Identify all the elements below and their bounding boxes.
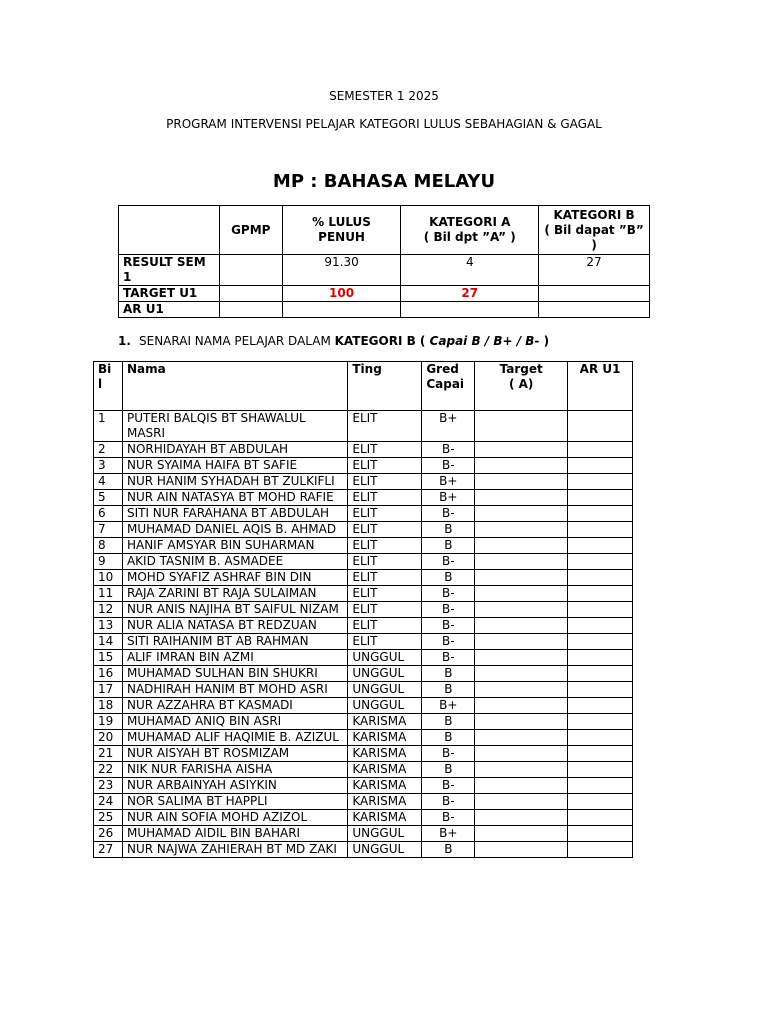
table-row <box>94 826 633 842</box>
cell-nama: SITI NUR FARAHANA BT ABDULAH <box>122 506 347 522</box>
cell-target <box>475 842 568 858</box>
cell-bil: 7 <box>94 522 123 538</box>
kategori-a-title: KATEGORI A <box>429 215 511 229</box>
cell-target <box>475 634 568 650</box>
summary-row-label: RESULT SEM 1 <box>119 255 220 286</box>
cell-nama: ALIF IMRAN BIN AZMI <box>122 650 347 666</box>
section-text-bold: KATEGORI B <box>334 334 416 348</box>
cell-ar <box>568 698 633 714</box>
summary-cell-lulus <box>282 302 401 318</box>
cell-target <box>475 826 568 842</box>
cell-nama: MUHAMAD SULHAN BIN SHUKRI <box>122 666 347 682</box>
cell-ting: ELIT <box>348 634 422 650</box>
section-text-italic: Capai B / B+ / B- <box>429 334 540 348</box>
cell-gred: B <box>422 730 475 746</box>
cell-nama: NIK NUR FARISHA AISHA <box>122 762 347 778</box>
cell-ting: ELIT <box>348 411 422 442</box>
cell-gred: B- <box>422 794 475 810</box>
cell-gred: B- <box>422 442 475 458</box>
cell-ting: UNGGUL <box>348 682 422 698</box>
summary-header-gpmp: GPMP <box>219 206 282 255</box>
cell-nama: NUR ALIA NATASA BT REDZUAN <box>122 618 347 634</box>
cell-ar <box>568 570 633 586</box>
cell-nama: AKID TASNIM B. ASMADEE <box>122 554 347 570</box>
cell-target <box>475 730 568 746</box>
cell-gred: B- <box>422 746 475 762</box>
section-paren-close: ) <box>539 334 550 348</box>
cell-ar <box>568 634 633 650</box>
semester-heading: SEMESTER 1 2025 <box>329 89 439 103</box>
section-heading <box>118 334 549 348</box>
cell-target <box>475 810 568 826</box>
cell-target <box>475 602 568 618</box>
cell-ar <box>568 474 633 490</box>
cell-bil: 2 <box>94 442 123 458</box>
cell-ar <box>568 778 633 794</box>
summary-header-empty <box>119 206 220 255</box>
cell-gred: B <box>422 570 475 586</box>
table-row <box>94 634 633 650</box>
summary-cell-kategori-a <box>401 302 539 318</box>
cell-target <box>475 618 568 634</box>
cell-ting: ELIT <box>348 586 422 602</box>
cell-bil: 21 <box>94 746 123 762</box>
cell-bil: 12 <box>94 602 123 618</box>
cell-ting: ELIT <box>348 522 422 538</box>
cell-bil: 5 <box>94 490 123 506</box>
cell-ting: ELIT <box>348 602 422 618</box>
cell-nama: NUR SYAIMA HAIFA BT SAFIE <box>122 458 347 474</box>
table-row <box>94 474 633 490</box>
cell-bil: 17 <box>94 682 123 698</box>
cell-gred: B <box>422 842 475 858</box>
cell-ar <box>568 506 633 522</box>
cell-gred: B- <box>422 506 475 522</box>
cell-ar <box>568 762 633 778</box>
cell-ting: ELIT <box>348 506 422 522</box>
cell-ar <box>568 826 633 842</box>
cell-nama: SITI RAIHANIM BT AB RAHMAN <box>122 634 347 650</box>
cell-ar <box>568 842 633 858</box>
cell-bil: 15 <box>94 650 123 666</box>
cell-ar <box>568 714 633 730</box>
cell-target <box>475 650 568 666</box>
cell-ar <box>568 411 633 442</box>
cell-gred: B- <box>422 810 475 826</box>
cell-nama: PUTERI BALQIS BT SHAWALUL MASRI <box>122 411 347 442</box>
cell-target <box>475 682 568 698</box>
cell-nama: MUHAMAD ALIF HAQIMIE B. AZIZUL <box>122 730 347 746</box>
cell-ting: ELIT <box>348 490 422 506</box>
table-row <box>94 570 633 586</box>
table-row <box>94 778 633 794</box>
summary-cell-kategori-a: 4 <box>401 255 539 286</box>
summary-cell-gpmp <box>219 286 282 302</box>
cell-bil: 14 <box>94 634 123 650</box>
students-table <box>93 361 633 858</box>
cell-ar <box>568 618 633 634</box>
table-row <box>94 618 633 634</box>
cell-ar <box>568 490 633 506</box>
cell-gred: B- <box>422 650 475 666</box>
cell-bil: 9 <box>94 554 123 570</box>
cell-gred: B- <box>422 458 475 474</box>
kategori-b-subtitle: ( Bil dapat ”B” ) <box>544 222 644 252</box>
table-row <box>94 698 633 714</box>
cell-ar <box>568 602 633 618</box>
cell-ting: ELIT <box>348 442 422 458</box>
students-header-row <box>94 362 633 411</box>
header-bil-line1: Bi <box>98 362 112 376</box>
table-row <box>94 458 633 474</box>
section-number: 1. <box>118 334 131 348</box>
cell-bil: 13 <box>94 618 123 634</box>
cell-ting: UNGGUL <box>348 666 422 682</box>
cell-nama: NUR AZZAHRA BT KASMADI <box>122 698 347 714</box>
cell-target <box>475 698 568 714</box>
cell-target <box>475 554 568 570</box>
header-gred <box>422 362 475 411</box>
cell-bil: 16 <box>94 666 123 682</box>
cell-bil: 24 <box>94 794 123 810</box>
cell-target <box>475 538 568 554</box>
cell-target <box>475 474 568 490</box>
summary-row-label: AR U1 <box>119 302 220 318</box>
cell-target <box>475 442 568 458</box>
cell-bil: 11 <box>94 586 123 602</box>
table-row <box>94 714 633 730</box>
kategori-b-title: KATEGORI B <box>553 207 635 222</box>
cell-target <box>475 746 568 762</box>
cell-bil: 8 <box>94 538 123 554</box>
students-body <box>94 411 633 858</box>
cell-nama: NUR AISYAH BT ROSMIZAM <box>122 746 347 762</box>
header-gred-line2: Capai <box>426 377 465 391</box>
summary-cell-lulus: 100 <box>282 286 401 302</box>
cell-gred: B- <box>422 618 475 634</box>
cell-target <box>475 506 568 522</box>
cell-bil: 25 <box>94 810 123 826</box>
header-ar: AR U1 <box>568 362 633 411</box>
program-heading: PROGRAM INTERVENSI PELAJAR KATEGORI LULUS SEBAHAGIAN & GAGAL <box>166 117 602 131</box>
cell-nama: RAJA ZARINI BT RAJA SULAIMAN <box>122 586 347 602</box>
cell-gred: B+ <box>422 411 475 442</box>
cell-target <box>475 762 568 778</box>
cell-bil: 27 <box>94 842 123 858</box>
table-row <box>94 602 633 618</box>
cell-ting: UNGGUL <box>348 650 422 666</box>
cell-nama: NUR ARBAINYAH ASIYKIN <box>122 778 347 794</box>
cell-nama: NUR NAJWA ZAHIERAH BT MD ZAKI <box>122 842 347 858</box>
cell-gred: B- <box>422 602 475 618</box>
table-row <box>94 442 633 458</box>
summary-cell-gpmp <box>219 302 282 318</box>
cell-gred: B <box>422 714 475 730</box>
cell-ar <box>568 666 633 682</box>
cell-ting: KARISMA <box>348 794 422 810</box>
cell-nama: HANIF AMSYAR BIN SUHARMAN <box>122 538 347 554</box>
summary-header-kategori-b <box>539 206 650 255</box>
cell-nama: MUHAMAD AIDIL BIN BAHARI <box>122 826 347 842</box>
table-row <box>94 666 633 682</box>
cell-target <box>475 778 568 794</box>
cell-gred: B <box>422 538 475 554</box>
table-row <box>94 586 633 602</box>
cell-bil: 1 <box>94 411 123 442</box>
summary-header-kategori-a <box>401 206 539 255</box>
cell-gred: B+ <box>422 698 475 714</box>
cell-nama: NUR AIN NATASYA BT MOHD RAFIE <box>122 490 347 506</box>
table-row <box>94 650 633 666</box>
header-bil-line2: l <box>98 377 103 391</box>
cell-nama: NORHIDAYAH BT ABDULAH <box>122 442 347 458</box>
summary-row-result <box>119 255 650 286</box>
cell-gred: B+ <box>422 474 475 490</box>
summary-cell-lulus: 91.30 <box>282 255 401 286</box>
cell-bil: 26 <box>94 826 123 842</box>
cell-ar <box>568 730 633 746</box>
cell-gred: B- <box>422 586 475 602</box>
cell-ting: ELIT <box>348 618 422 634</box>
cell-target <box>475 458 568 474</box>
summary-cell-gpmp <box>219 255 282 286</box>
table-row <box>94 762 633 778</box>
header-ting: Ting <box>348 362 422 411</box>
cell-target <box>475 411 568 442</box>
cell-ting: ELIT <box>348 458 422 474</box>
cell-ar <box>568 650 633 666</box>
table-row <box>94 730 633 746</box>
cell-ting: KARISMA <box>348 746 422 762</box>
table-row <box>94 810 633 826</box>
summary-row-label: TARGET U1 <box>119 286 220 302</box>
cell-nama: NUR ANIS NAJIHA BT SAIFUL NIZAM <box>122 602 347 618</box>
summary-cell-kategori-b <box>539 302 650 318</box>
cell-target <box>475 490 568 506</box>
cell-nama: NOR SALIMA BT HAPPLI <box>122 794 347 810</box>
cell-ting: KARISMA <box>348 778 422 794</box>
cell-ar <box>568 746 633 762</box>
summary-cell-kategori-b: 27 <box>539 255 650 286</box>
kategori-a-subtitle: ( Bil dpt ”A” ) <box>423 230 516 244</box>
summary-cell-kategori-a: 27 <box>401 286 539 302</box>
summary-cell-kategori-b <box>539 286 650 302</box>
cell-gred: B- <box>422 554 475 570</box>
cell-ar <box>568 458 633 474</box>
cell-nama: MUHAMAD DANIEL AQIS B. AHMAD <box>122 522 347 538</box>
cell-ar <box>568 538 633 554</box>
cell-ar <box>568 682 633 698</box>
cell-gred: B <box>422 762 475 778</box>
table-row <box>94 842 633 858</box>
cell-bil: 18 <box>94 698 123 714</box>
cell-bil: 23 <box>94 778 123 794</box>
cell-gred: B <box>422 666 475 682</box>
cell-ting: UNGGUL <box>348 842 422 858</box>
header-bil <box>94 362 123 411</box>
table-row <box>94 746 633 762</box>
cell-bil: 3 <box>94 458 123 474</box>
cell-gred: B- <box>422 778 475 794</box>
cell-bil: 4 <box>94 474 123 490</box>
table-row <box>94 490 633 506</box>
table-row <box>94 682 633 698</box>
table-row <box>94 554 633 570</box>
table-row <box>94 794 633 810</box>
cell-bil: 22 <box>94 762 123 778</box>
cell-ting: ELIT <box>348 474 422 490</box>
subject-title: MP : BAHASA MELAYU <box>272 171 496 192</box>
cell-bil: 6 <box>94 506 123 522</box>
cell-ting: KARISMA <box>348 730 422 746</box>
cell-nama: NADHIRAH HANIM BT MOHD ASRI <box>122 682 347 698</box>
cell-ar <box>568 522 633 538</box>
header-nama: Nama <box>122 362 347 411</box>
summary-row-ar <box>119 302 650 318</box>
cell-bil: 20 <box>94 730 123 746</box>
cell-nama: NUR AIN SOFIA MOHD AZIZOL <box>122 810 347 826</box>
header-target <box>475 362 568 411</box>
cell-bil: 19 <box>94 714 123 730</box>
cell-ting: KARISMA <box>348 810 422 826</box>
cell-nama: MUHAMAD ANIQ BIN ASRI <box>122 714 347 730</box>
table-row <box>94 411 633 442</box>
cell-gred: B <box>422 522 475 538</box>
section-text-prefix: SENARAI NAMA PELAJAR DALAM <box>139 334 335 348</box>
header-target-line2: ( A) <box>508 377 534 391</box>
cell-gred: B+ <box>422 826 475 842</box>
cell-ar <box>568 810 633 826</box>
section-paren-open: ( <box>415 334 430 348</box>
cell-ar <box>568 794 633 810</box>
cell-ar <box>568 554 633 570</box>
cell-ting: UNGGUL <box>348 826 422 842</box>
cell-target <box>475 522 568 538</box>
cell-target <box>475 714 568 730</box>
header-gred-line1: Gred <box>426 362 459 376</box>
summary-table <box>118 205 650 318</box>
cell-ting: KARISMA <box>348 714 422 730</box>
cell-ting: UNGGUL <box>348 698 422 714</box>
cell-target <box>475 570 568 586</box>
cell-gred: B <box>422 682 475 698</box>
table-row <box>94 522 633 538</box>
cell-target <box>475 666 568 682</box>
header-target-line1: Target <box>499 362 543 376</box>
cell-gred: B+ <box>422 490 475 506</box>
cell-ting: ELIT <box>348 570 422 586</box>
cell-nama: NUR HANIM SYHADAH BT ZULKIFLI <box>122 474 347 490</box>
table-row <box>94 538 633 554</box>
cell-ar <box>568 586 633 602</box>
cell-nama: MOHD SYAFIZ ASHRAF BIN DIN <box>122 570 347 586</box>
cell-ting: ELIT <box>348 538 422 554</box>
cell-ting: KARISMA <box>348 762 422 778</box>
summary-header-row <box>119 206 650 255</box>
cell-ar <box>568 442 633 458</box>
cell-ting: ELIT <box>348 554 422 570</box>
table-row <box>94 506 633 522</box>
cell-target <box>475 586 568 602</box>
cell-bil: 10 <box>94 570 123 586</box>
cell-gred: B- <box>422 634 475 650</box>
summary-row-target <box>119 286 650 302</box>
cell-target <box>475 794 568 810</box>
summary-header-lulus: % LULUS PENUH <box>282 206 401 255</box>
